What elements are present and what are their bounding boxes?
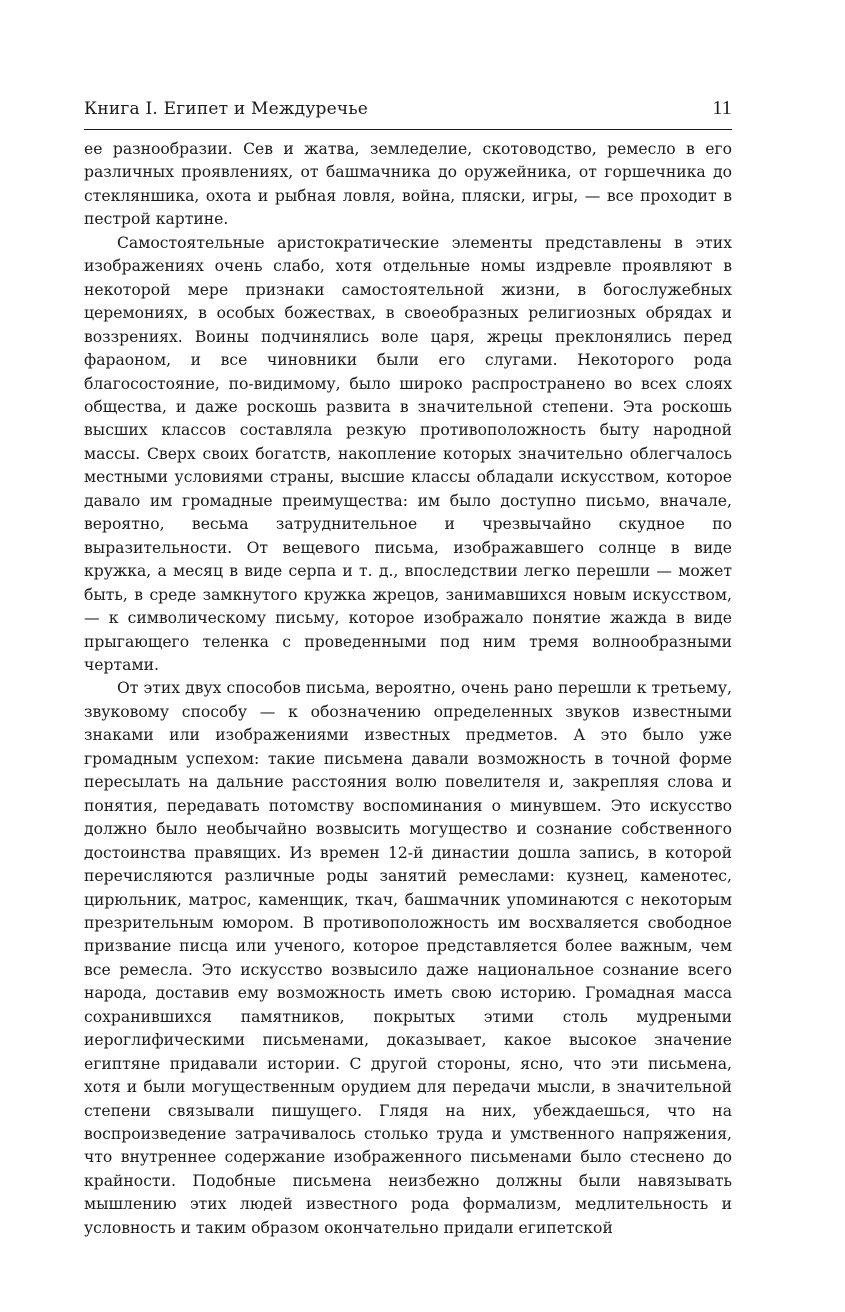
running-title: Книга I. Египет и Междуречье xyxy=(84,99,369,119)
running-head xyxy=(84,96,732,130)
paragraph: От этих двух способов письма, вероятно, очень рано перешли к третьему, звуковому способу — к обозначению определенных звуков известными знаками или изображениями известных предметов. А это было уже громадным успехом: такие письмена давали возможность в точной форме пересылать на дальние расстояния волю повелителя и, закрепляя слова и понятия, передавать потомству воспоминания о минувшем. Это искусство должно было необычайно возвысить могущество и сознание собственного достоинства правящих. Из времен 12-й династии дошла запись, в которой перечисляются различные роды занятий ремеслами: кузнец, каменотес, цирюльник, матрос, каменщик, ткач, башмачник упоминаются с некоторым презрительным юмором. В противоположность им восхваляется свободное призвание писца или ученого, которое представляется более важным, чем все ремесла. Это искусство возвысило даже национальное сознание всего народа, доставив ему возможность иметь свою историю. Громадная масса сохранившихся памятников, покрытых этими столь мудреными иероглифическими письменами, доказывает, какое высокое значение египтяне придавали истории. С другой стороны, ясно, что эти письмена, хотя и были могущественным орудием для передачи мысли, в значительной степени связывали пишущего. Глядя на них, убеждаешься, что на воспроизведение затрачивалось столько труда и умственного напряжения, что внутреннее содержание изображенного письменами было стеснено до крайности. Подобные письмена неизбежно должны были навязывать мышлению этих людей известного рода формализм, медлительность и условность и таким образом окончательно придали египетской xyxy=(84,679,732,1237)
body-text xyxy=(84,138,732,1240)
book-page xyxy=(84,96,732,1240)
page-number: 11 xyxy=(712,97,732,119)
paragraph-continued: ее разнообразии. Сев и жатва, земледелие, скотоводство, ремесло в его различных проявлениях, от башмачника до оружейника, от горшечника до стекляншика, охота и рыбная ловля, война, пляски, игры, — все проходит в пестрой картине. xyxy=(84,140,732,229)
paragraph: Самостоятельные аристократические элементы представлены в этих изображениях очень слабо, хотя отдельные номы издревле проявляют в некоторой мере признаки самостоятельной жизни, в богослужебных церемониях, в особых божествах, в своеобразных религиозных обрядах и воззрениях. Воины подчинялись воле царя, жрецы преклонялись перед фараоном, и все чиновники были его слугами. Некоторого рода благосостояние, по-видимому, было широко распространено во всех слоях общества, и даже роскошь развита в значительной степени. Эта роскошь высших классов составляла резкую противоположность быту народной массы. Сверх своих богатств, накопление которых значительно облегчалось местными условиями страны, высшие классы обладали искусством, которое давало им громадные преимущества: им было доступно письмо, вначале, вероятно, весьма затруднительное и чрезвычайно скудное по выразительности. От вещевого письма, изображавшего солнце в виде кружка, а месяц в виде серпа и т. д., впоследствии легко перешли — может быть, в среде замкнутого кружка жрецов, занимавшихся новым искусством, — к символическому письму, которое изображало понятие жажда в виде прыгающего теленка с проведенными под ним тремя волнообразными чертами. xyxy=(84,233,732,674)
